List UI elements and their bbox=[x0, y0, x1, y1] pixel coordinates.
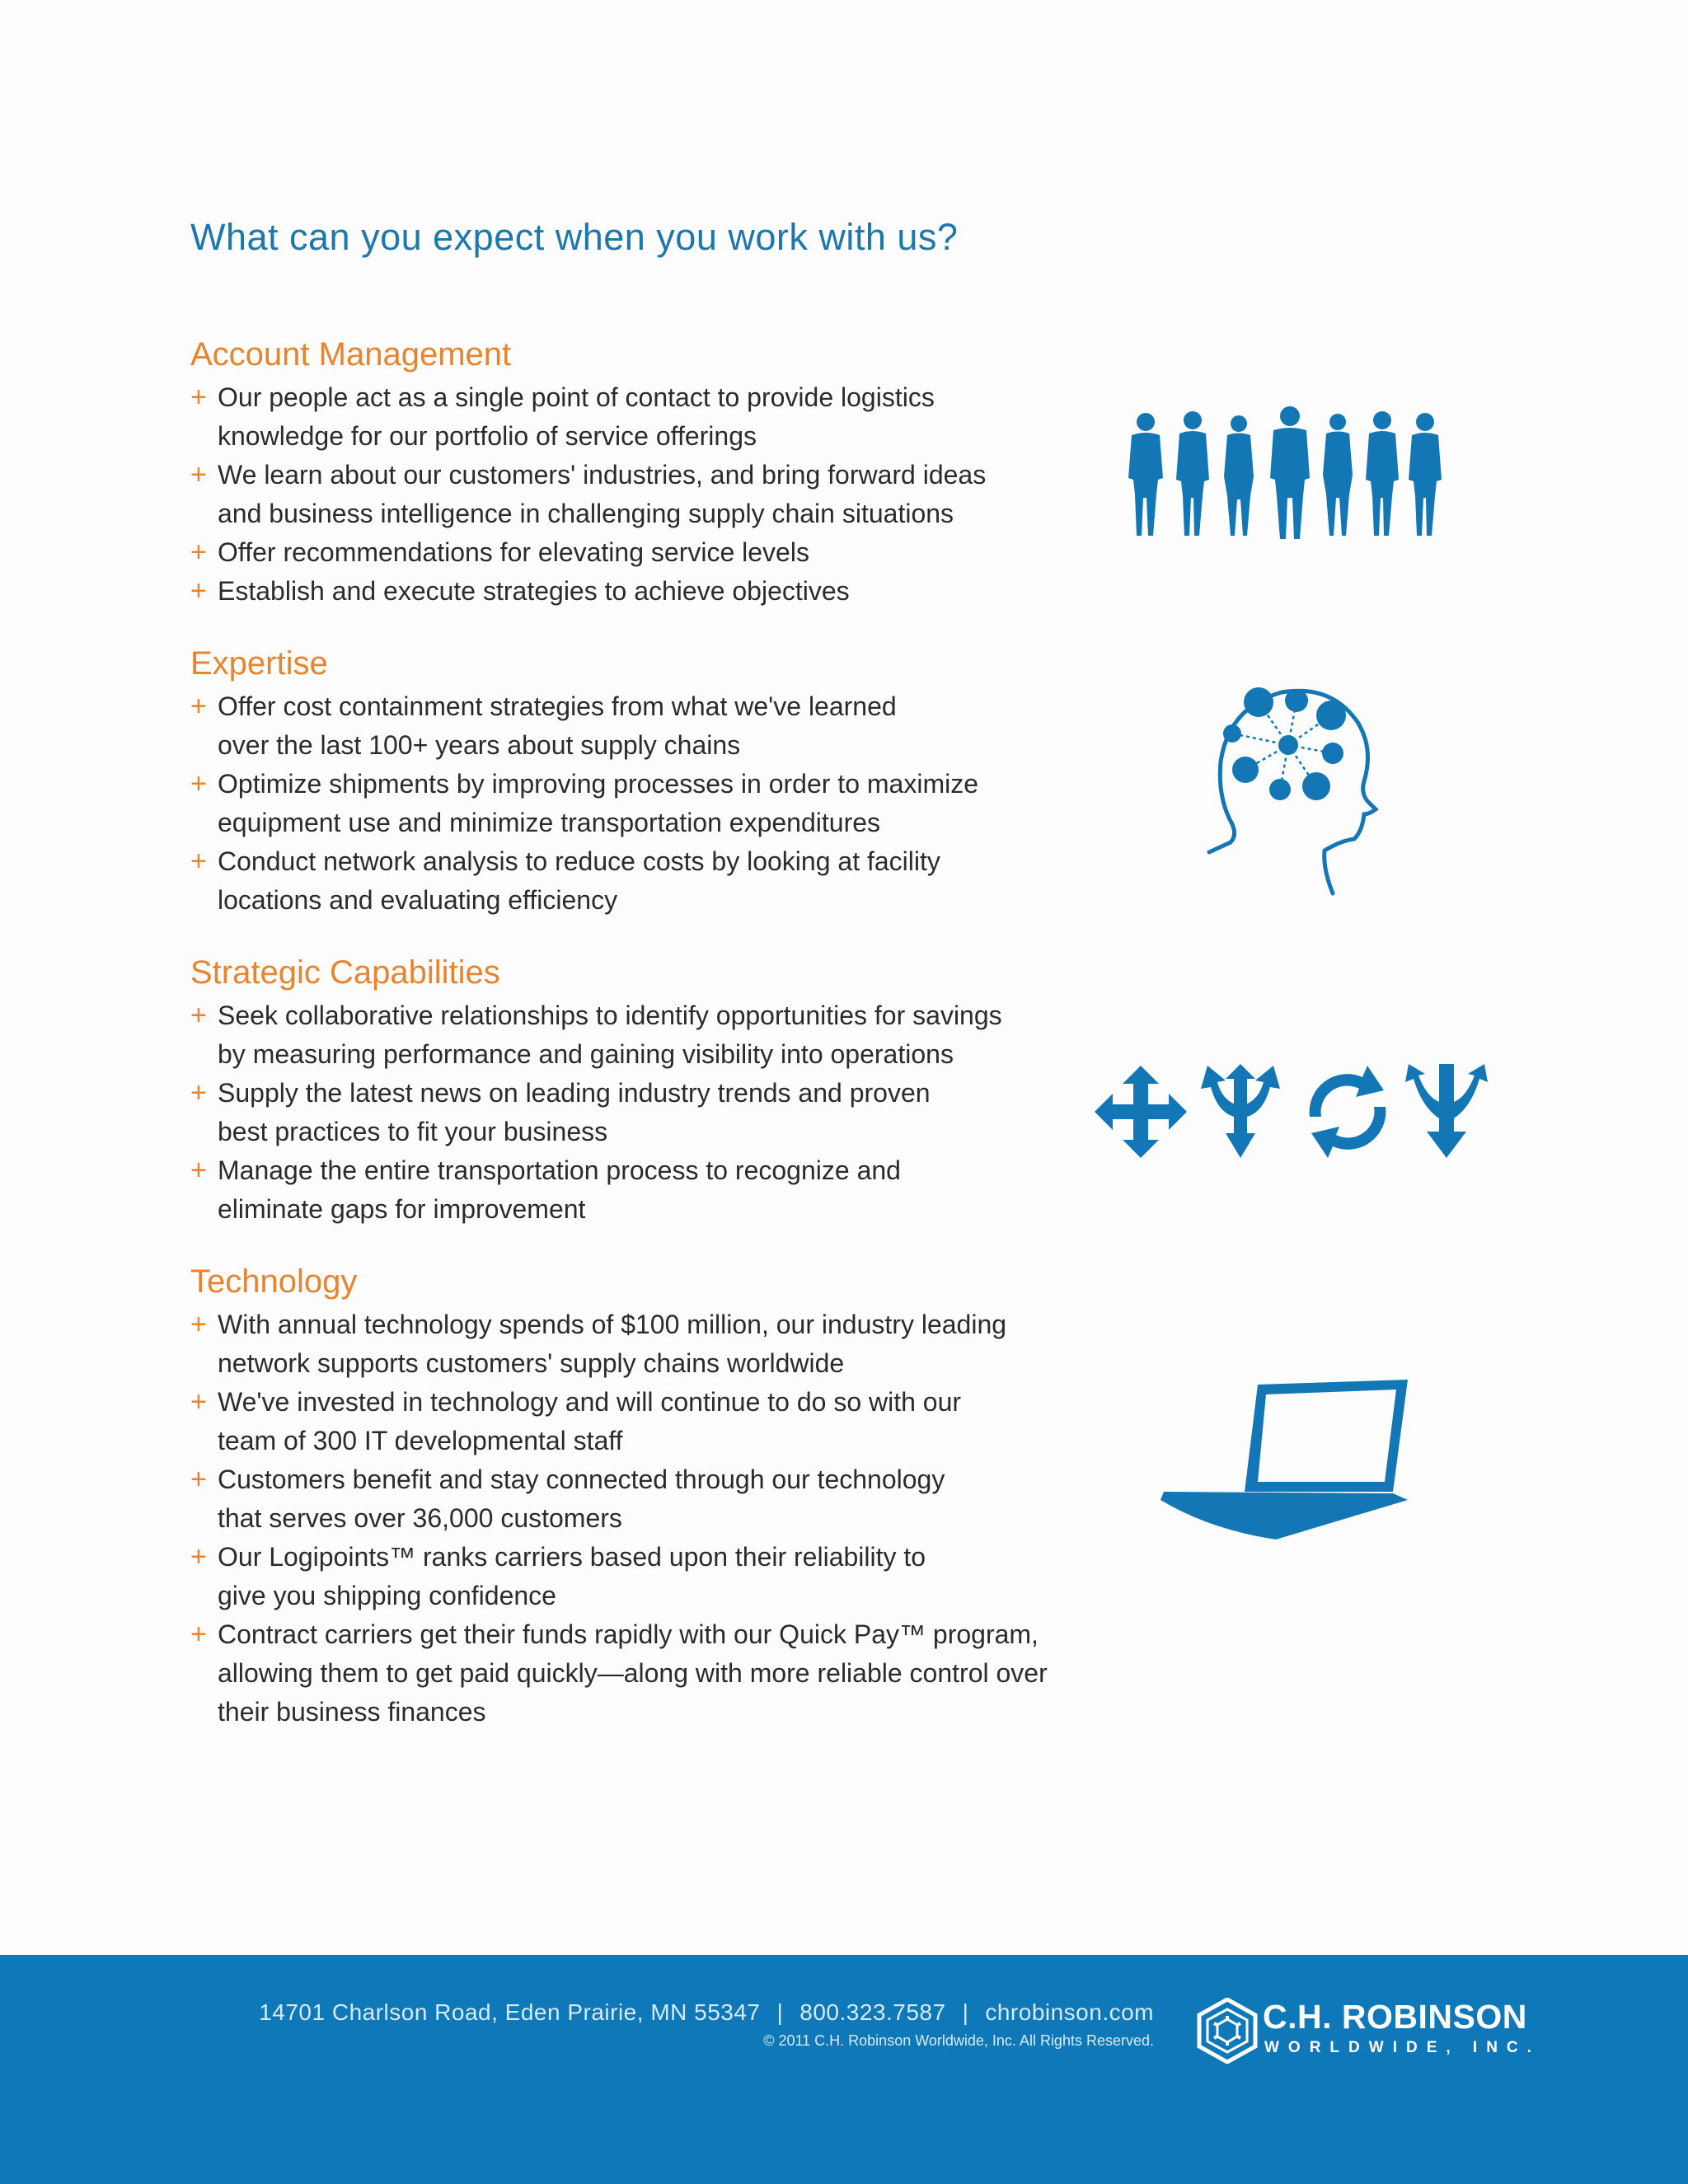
plus-bullet-icon: + bbox=[190, 1155, 207, 1186]
bullet-item bbox=[190, 996, 1064, 1074]
bullet-item bbox=[190, 572, 1064, 611]
bullet-item bbox=[190, 1305, 1064, 1383]
bullet-text-line: With annual technology spends of $100 million, our industry leading bbox=[218, 1310, 1007, 1339]
bullet-item bbox=[190, 765, 1064, 842]
section-heading: Strategic Capabilities bbox=[190, 954, 500, 991]
bullet-list bbox=[190, 996, 1064, 1229]
bullet-list bbox=[190, 378, 1064, 611]
bullet-item bbox=[190, 1538, 1064, 1615]
bullet-text-line: Manage the entire transportation process to recognize and bbox=[218, 1155, 901, 1185]
plus-bullet-icon: + bbox=[190, 691, 207, 722]
footer-separator: | bbox=[962, 1999, 969, 2025]
bullet-text-line: We learn about our customers' industries, and bring forward ideas bbox=[218, 460, 987, 490]
bullet-item bbox=[190, 533, 1064, 572]
bullet-item bbox=[190, 456, 1064, 533]
bullet-text-line: over the last 100+ years about supply chains bbox=[218, 730, 741, 760]
bullet-text-line: Offer cost containment strategies from what we've learned bbox=[218, 691, 897, 721]
plus-bullet-icon: + bbox=[190, 459, 207, 490]
bullet-text-line: that serves over 36,000 customers bbox=[218, 1503, 622, 1533]
page-title: What can you expect when you work with us? bbox=[190, 216, 959, 258]
bullet-text-line: team of 300 IT developmental staff bbox=[218, 1426, 623, 1455]
bullet-item bbox=[190, 1383, 1064, 1460]
plus-bullet-icon: + bbox=[190, 537, 207, 568]
section-strategic-capabilities bbox=[190, 950, 1064, 1229]
logo-name: C.H. ROBINSON bbox=[1263, 1998, 1527, 2036]
bullet-text-line: Establish and execute strategies to achieve objectives bbox=[218, 576, 850, 606]
logo-subtitle: WORLDWIDE, INC. bbox=[1264, 2039, 1540, 2056]
bullet-text-line: Contract carriers get their funds rapidly with our Quick Pay™ program, bbox=[218, 1619, 1039, 1649]
bullet-item bbox=[190, 687, 1064, 765]
plus-bullet-icon: + bbox=[190, 382, 207, 413]
bullet-text-line: Optimize shipments by improving processes in order to maximize bbox=[218, 769, 978, 799]
plus-bullet-icon: + bbox=[190, 1077, 207, 1108]
bullet-text-line: by measuring performance and gaining visibility into operations bbox=[218, 1039, 954, 1069]
bullet-text-line: Supply the latest news on leading industry trends and proven bbox=[218, 1078, 931, 1108]
bullet-list bbox=[190, 1305, 1064, 1732]
bullet-text-line: Seek collaborative relationships to identify opportunities for savings bbox=[218, 1001, 1002, 1030]
section-technology bbox=[190, 1259, 1064, 1732]
business-people-icon bbox=[1125, 405, 1447, 546]
plus-bullet-icon: + bbox=[190, 1464, 207, 1495]
footer-website-link[interactable]: chrobinson.com bbox=[985, 1999, 1154, 2025]
plus-bullet-icon: + bbox=[190, 846, 207, 877]
direction-arrows-icon bbox=[1092, 1063, 1488, 1160]
bullet-item bbox=[190, 842, 1064, 920]
plus-bullet-icon: + bbox=[190, 1619, 207, 1650]
plus-bullet-icon: + bbox=[190, 1309, 207, 1340]
bullet-text-line: network supports customers' supply chains worldwide bbox=[218, 1348, 845, 1378]
head-network-icon bbox=[1199, 677, 1381, 900]
chr-logo bbox=[1197, 1996, 1543, 2070]
bullet-item bbox=[190, 1615, 1064, 1732]
bullet-text-line: eliminate gaps for improvement bbox=[218, 1194, 586, 1224]
bullet-text-line: allowing them to get paid quickly—along with more reliable control over bbox=[218, 1658, 1048, 1688]
chr-hexagon-logo-icon bbox=[1197, 1998, 1258, 2064]
footer-copyright: © 2011 C.H. Robinson Worldwide, Inc. All Rights Reserved. bbox=[763, 2032, 1154, 2049]
footer bbox=[0, 1955, 1688, 2184]
footer-address: 14701 Charlson Road, Eden Prairie, MN 55347 bbox=[259, 1999, 761, 2025]
bullet-item bbox=[190, 1074, 1064, 1151]
bullet-text-line: Customers benefit and stay connected through our technology bbox=[218, 1465, 945, 1494]
section-heading: Technology bbox=[190, 1263, 358, 1300]
bullet-text-line: best practices to fit your business bbox=[218, 1117, 608, 1146]
bullet-list bbox=[190, 687, 1064, 920]
bullet-text-line: Conduct network analysis to reduce costs by looking at facility bbox=[218, 846, 940, 876]
footer-phone[interactable]: 800.323.7587 bbox=[799, 1999, 946, 2025]
bullet-text-line: locations and evaluating efficiency bbox=[218, 885, 618, 915]
bullet-text-line: knowledge for our portfolio of service offerings bbox=[218, 421, 757, 451]
bullet-text-line: Our people act as a single point of contact to provide logistics bbox=[218, 382, 935, 412]
bullet-text-line: and business intelligence in challenging supply chain situations bbox=[218, 499, 954, 528]
bullet-text-line: Our Logipoints™ ranks carriers based upon their reliability to bbox=[218, 1542, 926, 1572]
bullet-item bbox=[190, 378, 1064, 456]
laptop-icon bbox=[1160, 1376, 1408, 1541]
bullet-item bbox=[190, 1460, 1064, 1538]
plus-bullet-icon: + bbox=[190, 1000, 207, 1031]
bullet-text-line: give you shipping confidence bbox=[218, 1581, 556, 1610]
bullet-text-line: their business finances bbox=[218, 1697, 486, 1727]
section-heading: Account Management bbox=[190, 336, 512, 373]
bullet-text-line: Offer recommendations for elevating service levels bbox=[218, 537, 809, 567]
section-expertise bbox=[190, 641, 1064, 920]
plus-bullet-icon: + bbox=[190, 1541, 207, 1572]
plus-bullet-icon: + bbox=[190, 1386, 207, 1418]
bullet-item bbox=[190, 1151, 1064, 1229]
section-account-management bbox=[190, 332, 1064, 611]
plus-bullet-icon: + bbox=[190, 575, 207, 607]
section-heading: Expertise bbox=[190, 645, 328, 682]
plus-bullet-icon: + bbox=[190, 768, 207, 799]
bullet-text-line: We've invested in technology and will continue to do so with our bbox=[218, 1387, 962, 1417]
bullet-text-line: equipment use and minimize transportation expenditures bbox=[218, 808, 881, 837]
footer-contact bbox=[259, 1999, 1154, 2026]
footer-separator: | bbox=[776, 1999, 784, 2025]
